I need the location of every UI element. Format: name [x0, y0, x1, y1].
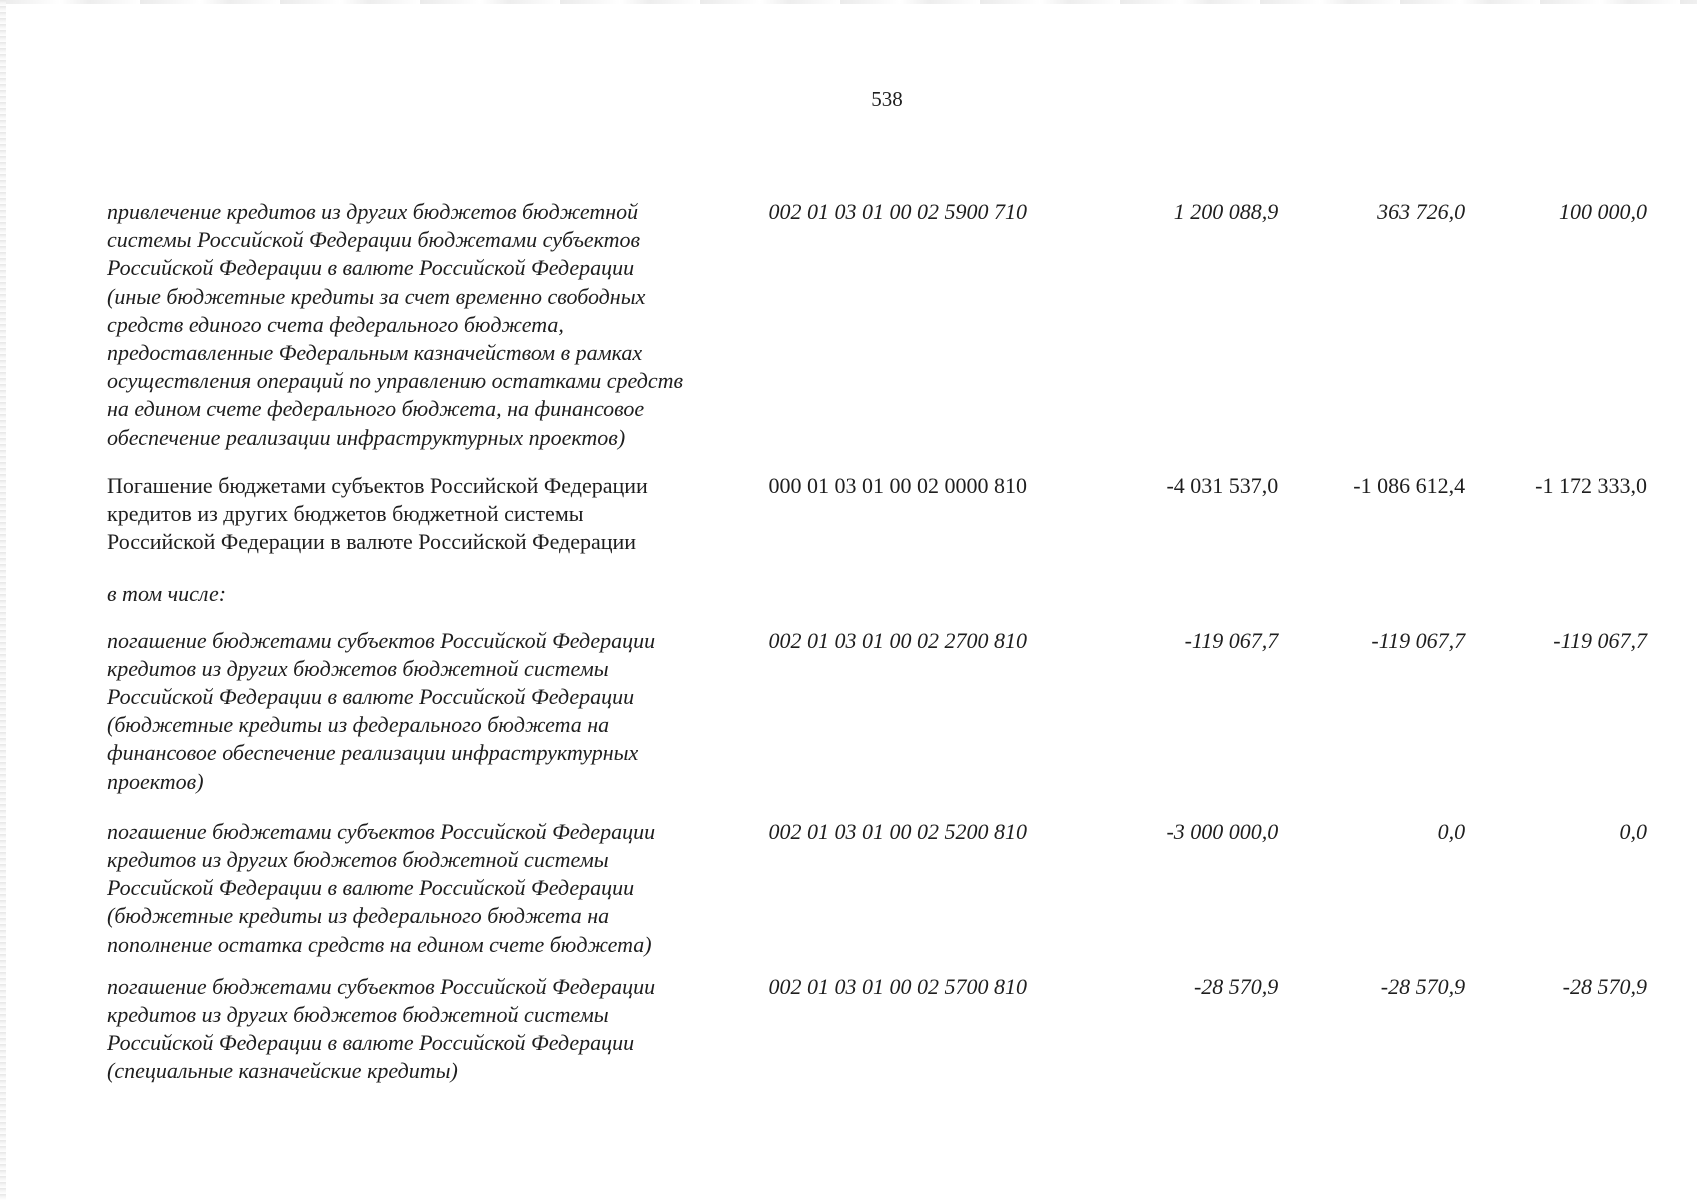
row-value-1: -3 000 000,0: [1166, 818, 1279, 844]
row-description: погашение бюджетами субъектов Российской Федерации кредитов из других бюджетов бюджетной системы Российской Федерации в валюте Российской Федерации (бюджетные кредиты из федерального бюджета на финансовое обеспечение реализации инфраструктурных проектов): [107, 627, 656, 794]
table-row: [107, 472, 1647, 557]
row-description: Погашение бюджетами субъектов Российской Федерации кредитов из других бюджетов бюджетной системы Российской Федерации в валюте Российской Федерации: [107, 472, 648, 555]
row-code: 002 01 03 01 00 02 5900 710: [768, 199, 1028, 224]
table-row: [107, 973, 1647, 1086]
row-value-3: 0,0: [1619, 818, 1647, 844]
page-number: 538: [871, 87, 903, 111]
row-code: 000 01 03 01 00 02 0000 810: [768, 472, 1028, 498]
table-row: [107, 818, 1647, 959]
row-value-1: -119 067,7: [1184, 627, 1279, 653]
table-row: [107, 627, 1647, 796]
scan-left-edge: [0, 0, 6, 1200]
table-row: [107, 580, 1647, 608]
row-code: 002 01 03 01 00 02 5700 810: [768, 973, 1028, 999]
row-value-2: -28 570,9: [1380, 973, 1466, 999]
table-row: [107, 198, 1647, 452]
row-code: 002 01 03 01 00 02 2700 810: [768, 627, 1028, 653]
row-value-3: -1 172 333,0: [1535, 472, 1647, 498]
row-code: 002 01 03 01 00 02 5200 810: [768, 818, 1028, 844]
row-value-3: -119 067,7: [1553, 627, 1647, 653]
row-value-2: 0,0: [1437, 818, 1466, 844]
row-value-2: -1 086 612,4: [1353, 472, 1466, 498]
row-description: в том числе:: [107, 581, 227, 607]
budget-table: [107, 198, 1647, 1086]
row-description: погашение бюджетами субъектов Российской Федерации кредитов из других бюджетов бюджетной системы Российской Федерации в валюте Российской Федерации (специальные казначейские кредиты): [107, 973, 656, 1084]
row-value-3: 100 000,0: [1559, 199, 1647, 224]
row-value-1: -28 570,9: [1193, 973, 1279, 999]
scan-top-edge: [0, 0, 1697, 4]
row-value-3: -28 570,9: [1562, 973, 1647, 999]
row-value-2: 363 726,0: [1377, 199, 1466, 224]
row-value-2: -119 067,7: [1371, 627, 1466, 653]
row-value-1: -4 031 537,0: [1166, 472, 1279, 498]
row-value-1: 1 200 088,9: [1173, 199, 1279, 224]
row-description: привлечение кредитов из других бюджетов бюджетной системы Российской Федерации бюджетами субъектов Российской Федерации в валюте Российской Федерации (иные бюджетные кредиты за счет временно свободных средств единого счета федерального бюджета, предоставленные Федеральным казначейством в рамках осуществления операций по управлению остатками средств на едином счете федерального бюджета, на финансовое обеспечение реализации инфраструктурных проектов): [107, 199, 684, 450]
row-description: погашение бюджетами субъектов Российской Федерации кредитов из других бюджетов бюджетной системы Российской Федерации в валюте Российской Федерации (бюджетные кредиты из федерального бюджета на пополнение остатка средств на едином счете бюджета): [107, 818, 656, 957]
